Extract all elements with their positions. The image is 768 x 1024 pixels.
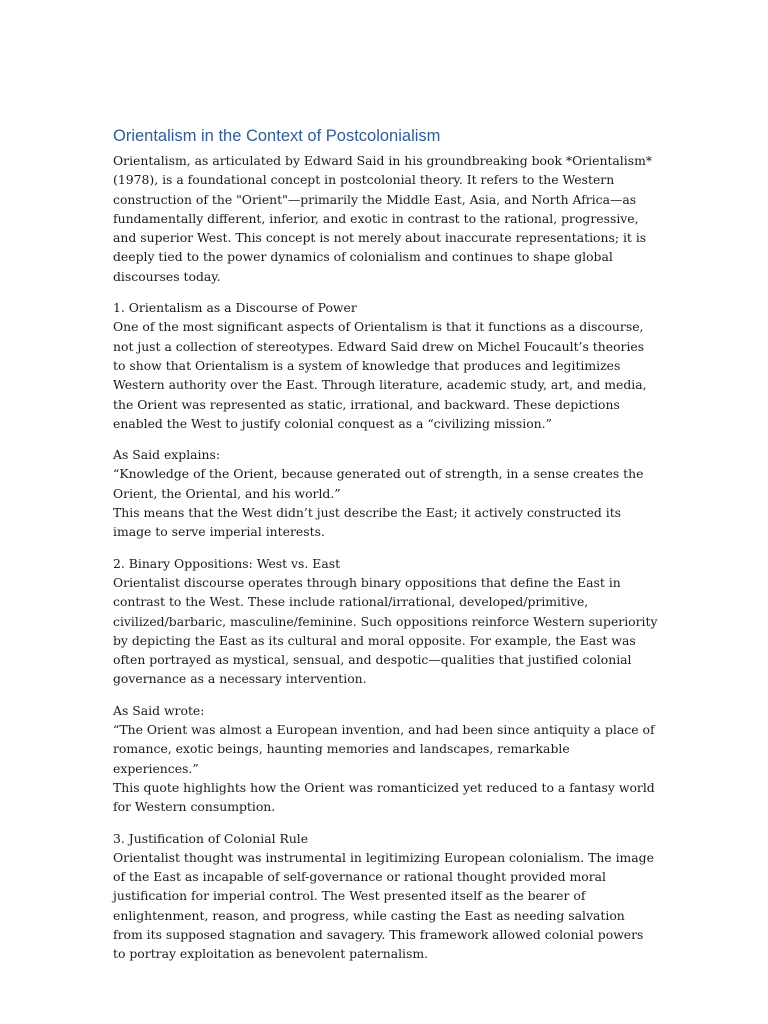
section-3-body: Orientalist thought was instrumental in legitimizing European colonialism. The image of the East as incapable of self-governance or rational thought provided moral justification for imperial control. The West presented itself as the bearer of enlightenment, reason, and progress, while casting the East as needing salvation from its supposed stagnation and savagery. This framework allowed colonial powers to portray exploitation as benevolent paternalism.	[113, 849, 654, 962]
section-2-quote-intro: As Said wrote:	[113, 702, 205, 718]
section-2-quote: “The Orient was almost a European invention, and had been since antiquity a place of romance, exotic beings, haunting memories and landscapes, remarkable experiences.”	[113, 722, 655, 776]
section-2-heading: 2. Binary Oppositions: West vs. East	[113, 555, 341, 571]
section-3-heading: 3. Justification of Colonial Rule	[113, 830, 309, 846]
section-1-body: One of the most significant aspects of Orientalism is that it functions as a discourse, not just a collection of stereotypes. Edward Said drew on Michel Foucault’s theories to show that Orientalism is a system of knowledge that produces and legitimizes Western authority over the East. Through literature, academic study, art, and media, the Orient was represented as static, irrational, and backward. These depictions enabled the West to justify colonial conquest as a “civilizing mission.”	[113, 319, 647, 431]
section-2	[113, 554, 658, 689]
section-2-quote-block	[113, 701, 658, 817]
section-1-quote: “Knowledge of the Orient, because generated out of strength, in a sense creates the Orient, the Oriental, and his world.”	[113, 466, 644, 501]
intro-paragraph: Orientalism, as articulated by Edward Said in his groundbreaking book *Orientalism* (1978), is a foundational concept in postcolonial theory. It refers to the Western construction of the "Orient"—primarily the Middle East, Asia, and North Africa—as fundamentally different, inferior, and exotic in contrast to the rational, progressive, and superior West. This concept is not merely about inaccurate representations; it is deeply tied to the power dynamics of colonialism and continues to shape global discourses today.	[113, 153, 653, 284]
section-1-quote-comment: This means that the West didn’t just describe the East; it actively constructed its image to serve imperial interests.	[113, 505, 622, 540]
section-1-quote-intro: As Said explains:	[113, 447, 221, 463]
section-3	[113, 829, 658, 964]
section-1-quote-block	[113, 445, 658, 541]
section-2-body: Orientalist discourse operates through binary oppositions that define the East in contrast to the West. These include rational/irrational, developed/primitive, civilized/barbaric, masculine/feminine. Such oppositions reinforce Western superiority by depicting the East as its cultural and moral opposite. For example, the East was often portrayed as mystical, sensual, and despotic—qualities that justified colonial governance as a necessary intervention.	[113, 574, 658, 687]
section-1-heading: 1. Orientalism as a Discourse of Power	[113, 300, 357, 316]
document-title: Orientalism in the Context of Postcolonialism	[113, 127, 441, 145]
section-1	[113, 298, 658, 433]
section-2-quote-comment: This quote highlights how the Orient was romanticized yet reduced to a fantasy world for Western consumption.	[113, 779, 655, 815]
document-page	[113, 126, 658, 976]
